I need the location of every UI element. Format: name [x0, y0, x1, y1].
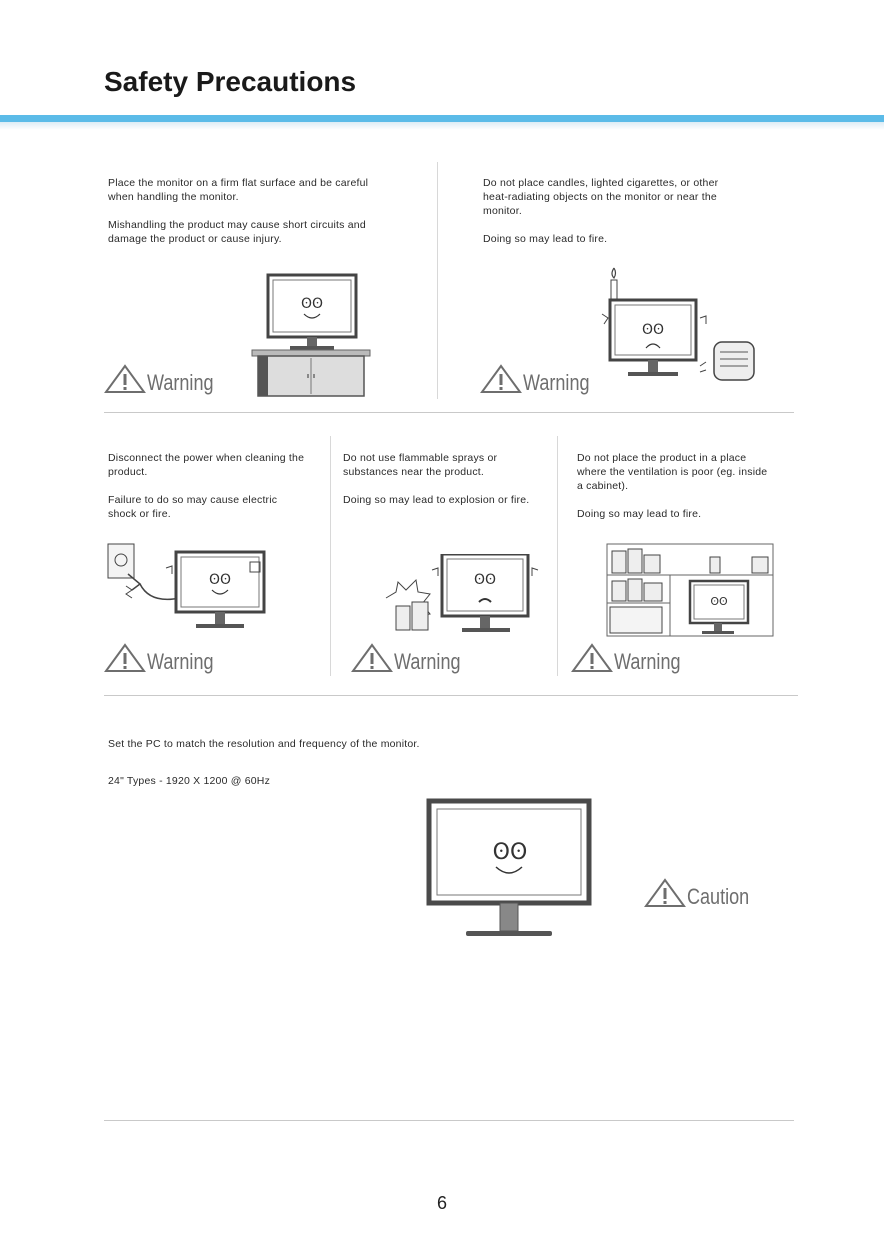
section-text-2: Doing so may lead to fire.: [577, 508, 702, 520]
warning-triangle-icon: [104, 364, 146, 394]
warning-text: Warning: [147, 649, 214, 674]
section-resolution-text-1: [108, 737, 528, 765]
warning-text: Warning: [147, 370, 214, 395]
section-flammable-text: [343, 451, 539, 521]
caution-label: [644, 878, 763, 908]
section-text-2: Doing so may lead to explosion or fire.: [343, 494, 530, 506]
svg-text:ʘʘ: ʘʘ: [710, 595, 728, 608]
section-resolution-text-2: [108, 774, 428, 802]
warning-text: Warning: [614, 649, 681, 674]
section-text-2: Doing so may lead to fire.: [483, 233, 608, 245]
warning-label: [351, 643, 475, 673]
column-divider: [330, 436, 331, 676]
warning-label: [104, 364, 228, 394]
section-ventilation-text: [577, 451, 773, 535]
warning-label: [104, 643, 228, 673]
large-monitor-illustration: [424, 797, 594, 939]
row-divider: [104, 412, 794, 413]
section-text-2: Failure to do so may cause electric shock or fire.: [108, 494, 278, 520]
section-text-1: Do not place the product in a place where the ventilation is poor (eg. inside a cabinet).: [577, 452, 768, 492]
page-title: Safety Precautions: [104, 66, 357, 97]
svg-text:ʘʘ: ʘʘ: [208, 572, 232, 588]
warning-triangle-icon: [571, 643, 613, 673]
warning-label: [571, 643, 695, 673]
section-text-1: Place the monitor on a firm flat surface and be careful when handling the monitor.: [108, 177, 369, 203]
cabinet-illustration: [606, 543, 774, 637]
monitor-on-cabinet-illustration: [250, 270, 372, 398]
title-rule-shadow: [0, 122, 884, 130]
column-divider: [437, 162, 438, 399]
warning-triangle-icon: [351, 643, 393, 673]
warning-text: Warning: [523, 370, 590, 395]
section-text-2: Mishandling the product may cause short circuits and damage the product or cause injury.: [108, 219, 366, 245]
column-divider: [557, 436, 558, 676]
footer-divider: [104, 1120, 794, 1121]
svg-text:ʘʘ: ʘʘ: [473, 572, 497, 588]
section-text-1: Set the PC to match the resolution and frequency of the monitor.: [108, 738, 420, 750]
section-text-1: Do not use flammable sprays or substances near the product.: [343, 452, 498, 478]
warning-label: [480, 364, 604, 394]
row-divider: [104, 695, 798, 696]
warning-text: Warning: [394, 649, 461, 674]
title-rule: [0, 115, 884, 122]
section-text-2: 24" Types - 1920 X 1200 @ 60Hz: [108, 775, 271, 787]
unplug-illustration: [104, 540, 268, 632]
svg-text:ʘʘ: ʘʘ: [300, 296, 324, 312]
section-disconnect-text: [108, 451, 308, 535]
warning-triangle-icon: [480, 364, 522, 394]
svg-text:ʘʘ: ʘʘ: [641, 322, 665, 338]
flammable-spray-illustration: [382, 554, 552, 634]
caution-text: Caution: [687, 884, 750, 909]
section-flat-surface-text: [108, 176, 370, 260]
svg-text:ʘʘ: ʘʘ: [492, 840, 528, 865]
section-text-1: Do not place candles, lighted cigarettes, or other heat-radiating objects on the monitor or near the monitor.: [483, 177, 719, 217]
candle-heater-illustration: [596, 262, 760, 384]
warning-triangle-icon: [104, 643, 146, 673]
section-heat-text: [483, 176, 745, 260]
warning-triangle-icon: [644, 878, 686, 908]
page-number: 6: [436, 1193, 447, 1213]
section-text-1: Disconnect the power when cleaning the product.: [108, 452, 305, 478]
